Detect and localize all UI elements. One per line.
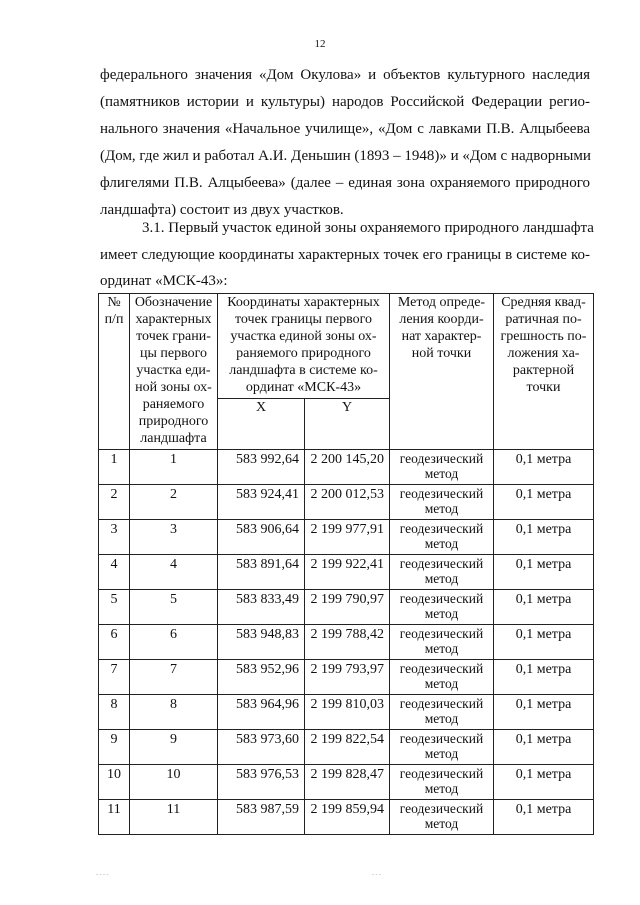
scan-artifact: - - - bbox=[372, 872, 381, 878]
text-line: 3.1. Первый участок единой зоны охраняемого природного ландшафта bbox=[142, 220, 594, 236]
table-row bbox=[99, 625, 594, 660]
cell-num: 3 bbox=[99, 520, 130, 555]
cell-y: 2 199 977,91 bbox=[305, 520, 390, 555]
text-line: (Дом, где жил и работал А.И. Деньшин (1893 – 1948)» и «Дом с надворными bbox=[100, 148, 591, 164]
cell-error: 0,1 метра bbox=[494, 625, 594, 660]
header-coordinates: Координаты характерных точек границы первого участка единой зоны ох-раняемого природного ландшафта в системе ко-ординат «МСК-43» bbox=[218, 294, 390, 399]
table-row bbox=[99, 590, 594, 625]
cell-point: 6 bbox=[130, 625, 218, 660]
cell-method: геодезический метод bbox=[390, 555, 494, 590]
cell-num: 11 bbox=[99, 800, 130, 835]
cell-num: 1 bbox=[99, 450, 130, 485]
cell-y: 2 200 145,20 bbox=[305, 450, 390, 485]
cell-error: 0,1 метра bbox=[494, 730, 594, 765]
table-body bbox=[99, 450, 594, 835]
cell-y: 2 199 793,97 bbox=[305, 660, 390, 695]
text-line: ландшафта) состоит из двух участков. bbox=[100, 202, 344, 218]
table-row bbox=[99, 765, 594, 800]
cell-x: 583 973,60 bbox=[218, 730, 305, 765]
text-line: имеет следующие координаты характерных точек его границы в системе ко- bbox=[100, 247, 590, 263]
cell-num: 10 bbox=[99, 765, 130, 800]
table-row bbox=[99, 660, 594, 695]
table-row bbox=[99, 450, 594, 485]
cell-method: геодезический метод bbox=[390, 765, 494, 800]
cell-point: 1 bbox=[130, 450, 218, 485]
cell-point: 3 bbox=[130, 520, 218, 555]
cell-y: 2 199 922,41 bbox=[305, 555, 390, 590]
cell-point: 5 bbox=[130, 590, 218, 625]
cell-num: 9 bbox=[99, 730, 130, 765]
cell-method: геодезический метод bbox=[390, 590, 494, 625]
cell-error: 0,1 метра bbox=[494, 555, 594, 590]
table-row bbox=[99, 730, 594, 765]
cell-error: 0,1 метра bbox=[494, 800, 594, 835]
cell-num: 7 bbox=[99, 660, 130, 695]
table-row bbox=[99, 695, 594, 730]
cell-error: 0,1 метра bbox=[494, 520, 594, 555]
cell-x: 583 992,64 bbox=[218, 450, 305, 485]
cell-y: 2 199 810,03 bbox=[305, 695, 390, 730]
cell-num: 8 bbox=[99, 695, 130, 730]
cell-y: 2 200 012,53 bbox=[305, 485, 390, 520]
cell-y: 2 199 822,54 bbox=[305, 730, 390, 765]
cell-point: 11 bbox=[130, 800, 218, 835]
cell-num: 2 bbox=[99, 485, 130, 520]
cell-x: 583 833,49 bbox=[218, 590, 305, 625]
cell-method: геодезический метод bbox=[390, 625, 494, 660]
table-row bbox=[99, 555, 594, 590]
text-line: флигелями П.В. Алцыбеева» (далее – единая зона охраняемого природного bbox=[100, 175, 590, 191]
text-line: нального значения «Начальное училище», «Дом с лавками П.В. Алцыбеева bbox=[100, 121, 590, 137]
cell-y: 2 199 788,42 bbox=[305, 625, 390, 660]
cell-error: 0,1 метра bbox=[494, 590, 594, 625]
scan-artifact: - - - - bbox=[96, 872, 109, 878]
cell-num: 6 bbox=[99, 625, 130, 660]
cell-method: геодезический метод bbox=[390, 485, 494, 520]
cell-x: 583 964,96 bbox=[218, 695, 305, 730]
cell-x: 583 948,83 bbox=[218, 625, 305, 660]
header-y: Y bbox=[305, 399, 390, 450]
cell-x: 583 952,96 bbox=[218, 660, 305, 695]
cell-point: 8 bbox=[130, 695, 218, 730]
coordinates-table bbox=[98, 293, 594, 835]
cell-error: 0,1 метра bbox=[494, 660, 594, 695]
cell-x: 583 924,41 bbox=[218, 485, 305, 520]
cell-y: 2 199 790,97 bbox=[305, 590, 390, 625]
header-num: № п/п bbox=[99, 294, 130, 450]
cell-error: 0,1 метра bbox=[494, 450, 594, 485]
cell-point: 9 bbox=[130, 730, 218, 765]
cell-x: 583 987,59 bbox=[218, 800, 305, 835]
cell-method: геодезический метод bbox=[390, 520, 494, 555]
cell-error: 0,1 метра bbox=[494, 765, 594, 800]
cell-num: 5 bbox=[99, 590, 130, 625]
text-line: (памятников истории и культуры) народов Российской Федерации регио- bbox=[100, 94, 590, 110]
cell-x: 583 891,64 bbox=[218, 555, 305, 590]
cell-point: 10 bbox=[130, 765, 218, 800]
cell-method: геодезический метод bbox=[390, 695, 494, 730]
cell-y: 2 199 828,47 bbox=[305, 765, 390, 800]
cell-num: 4 bbox=[99, 555, 130, 590]
cell-x: 583 906,64 bbox=[218, 520, 305, 555]
cell-point: 2 bbox=[130, 485, 218, 520]
cell-method: геодезический метод bbox=[390, 450, 494, 485]
cell-point: 7 bbox=[130, 660, 218, 695]
table-row bbox=[99, 485, 594, 520]
text-line: ординат «МСК-43»: bbox=[100, 273, 228, 289]
cell-error: 0,1 метра bbox=[494, 695, 594, 730]
cell-method: геодезический метод bbox=[390, 660, 494, 695]
header-method: Метод опреде-ления коорди-нат характер-ной точки bbox=[390, 294, 494, 450]
page-number: 12 bbox=[314, 38, 326, 50]
cell-x: 583 976,53 bbox=[218, 765, 305, 800]
cell-y: 2 199 859,94 bbox=[305, 800, 390, 835]
cell-method: геодезический метод bbox=[390, 730, 494, 765]
cell-error: 0,1 метра bbox=[494, 485, 594, 520]
cell-point: 4 bbox=[130, 555, 218, 590]
header-x: X bbox=[218, 399, 305, 450]
table-row bbox=[99, 800, 594, 835]
table-row bbox=[99, 520, 594, 555]
header-designation: Обозначение характерных точек грани-цы первого участка еди-ной зоны ох-раняемого природного ландшафта bbox=[130, 294, 218, 450]
header-error: Средняя квад-ратичная по-грешность по-ложения ха-рактерной точки bbox=[494, 294, 594, 450]
text-line: федерального значения «Дом Окулова» и объектов культурного наследия bbox=[100, 67, 590, 83]
cell-method: геодезический метод bbox=[390, 800, 494, 835]
